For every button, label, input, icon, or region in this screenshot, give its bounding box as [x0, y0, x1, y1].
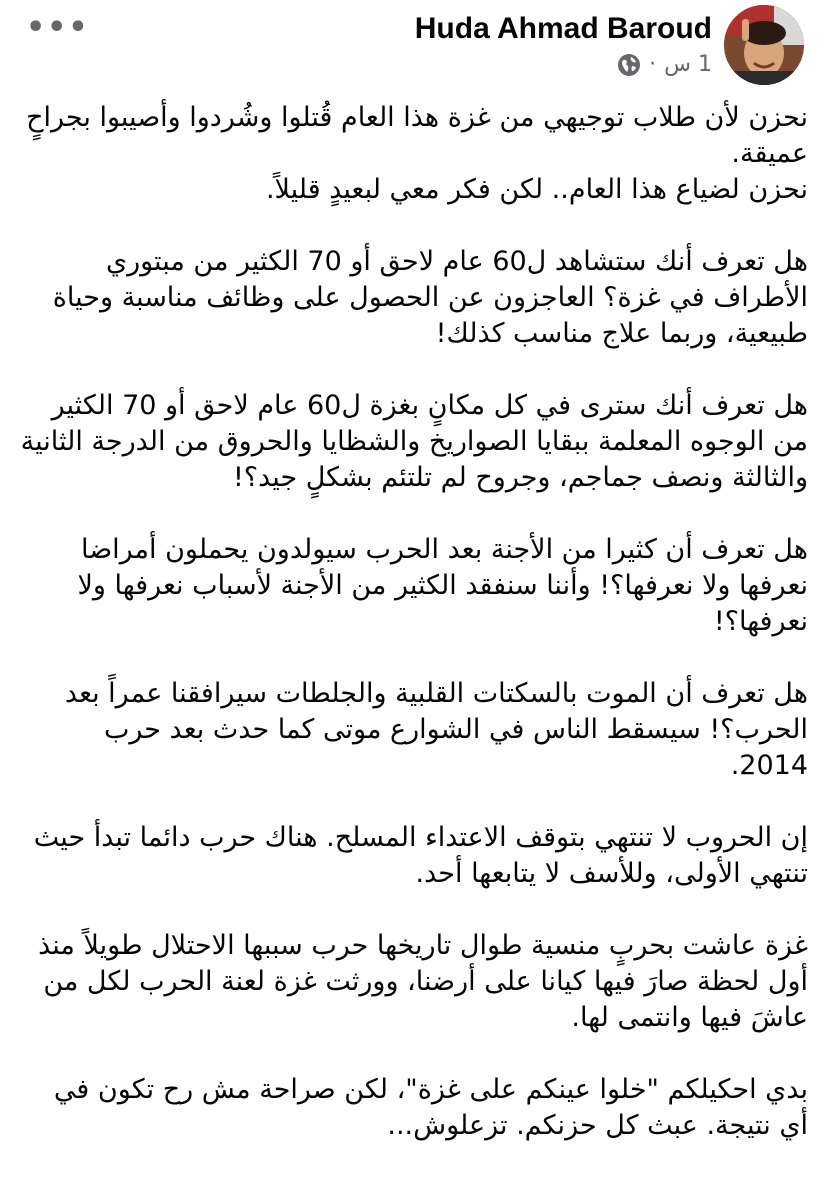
meta-separator: · [649, 52, 657, 77]
post-paragraph [20, 820, 808, 892]
post-text-line: هل تعرف أنك سترى في كل مكانٍ بغزة ل60 عام لاحق أو 70 الكثير من الوجوه المعلمة ببقايا الصواريخ والشظايا والحروق من الدرجة الثانية والثالثة ونصف جماجم، وجروح لم تلتئم بشكلٍ جيد؟! [20, 390, 808, 493]
post-paragraph [20, 532, 808, 640]
post-text-line: هل تعرف أنك ستشاهد ل60 عام لاحق أو 70 الكثير من مبتوري الأطراف في غزة؟ العاجزون عن الحصول على وظائف مناسبة وحياة طبيعية، وربما علاج مناسب كذلك! [52, 246, 808, 349]
post-text-line: نحزن لأن طلاب توجيهي من غزة هذا العام قُتلوا وشُردوا وأصيبوا بجراحٍ عميقة. [26, 102, 808, 169]
post-paragraph [20, 100, 808, 208]
avatar[interactable] [724, 5, 804, 85]
post-text-line: غزة عاشت بحربٍ منسية طوال تاريخها حرب سببها الاحتلال طويلاً منذ أول لحظة صارَ فيها كيانا على أرضنا، وورثت غزة لعنة الحرب لكل من عاشَ فيها وانتمى لها. [38, 930, 808, 1033]
post-text-line: نحزن لضياع هذا العام.. لكن فكر معي لبعيدٍ قليلاً. [265, 174, 808, 205]
post-paragraph [20, 1072, 808, 1144]
post-body [20, 100, 808, 1180]
post-paragraph [20, 244, 808, 352]
more-options-icon[interactable]: ••• [26, 10, 90, 45]
author-name[interactable]: Huda Ahmad Baroud [414, 12, 712, 45]
avatar-photo [724, 5, 804, 85]
post-header [0, 0, 828, 100]
globe-icon[interactable] [617, 53, 641, 77]
post-paragraph [20, 928, 808, 1036]
post-paragraph [20, 676, 808, 784]
post-text-line: هل تعرف أن كثيرا من الأجنة بعد الحرب سيولدون يحملون أمراضا نعرفها ولا نعرفها؟! وأننا سنفقد الكثير من الأجنة لأسباب نعرفها ولا نعرفها؟! [77, 534, 808, 637]
post-paragraph [20, 388, 808, 496]
post-time[interactable]: 1 س [664, 52, 712, 77]
post-text-line: هل تعرف أن الموت بالسكتات القلبية والجلطات سيرافقنا عمراً بعد الحرب؟! سيسقط الناس في الشوارع موتى كما حدث بعد حرب 2014. [64, 678, 808, 781]
post-text-line: بدي احكيلكم "خلوا عينكم على غزة"، لكن صراحة مش رح تكون في أي نتيجة. عبث كل حزنكم. تزعلوش... [53, 1074, 808, 1141]
post-text-line: إن الحروب لا تنتهي بتوقف الاعتداء المسلح. هناك حرب دائما تبدأ حيث تنتهي الأولى، وللأسف لا يتابعها أحد. [33, 822, 808, 889]
post-meta [617, 52, 712, 77]
